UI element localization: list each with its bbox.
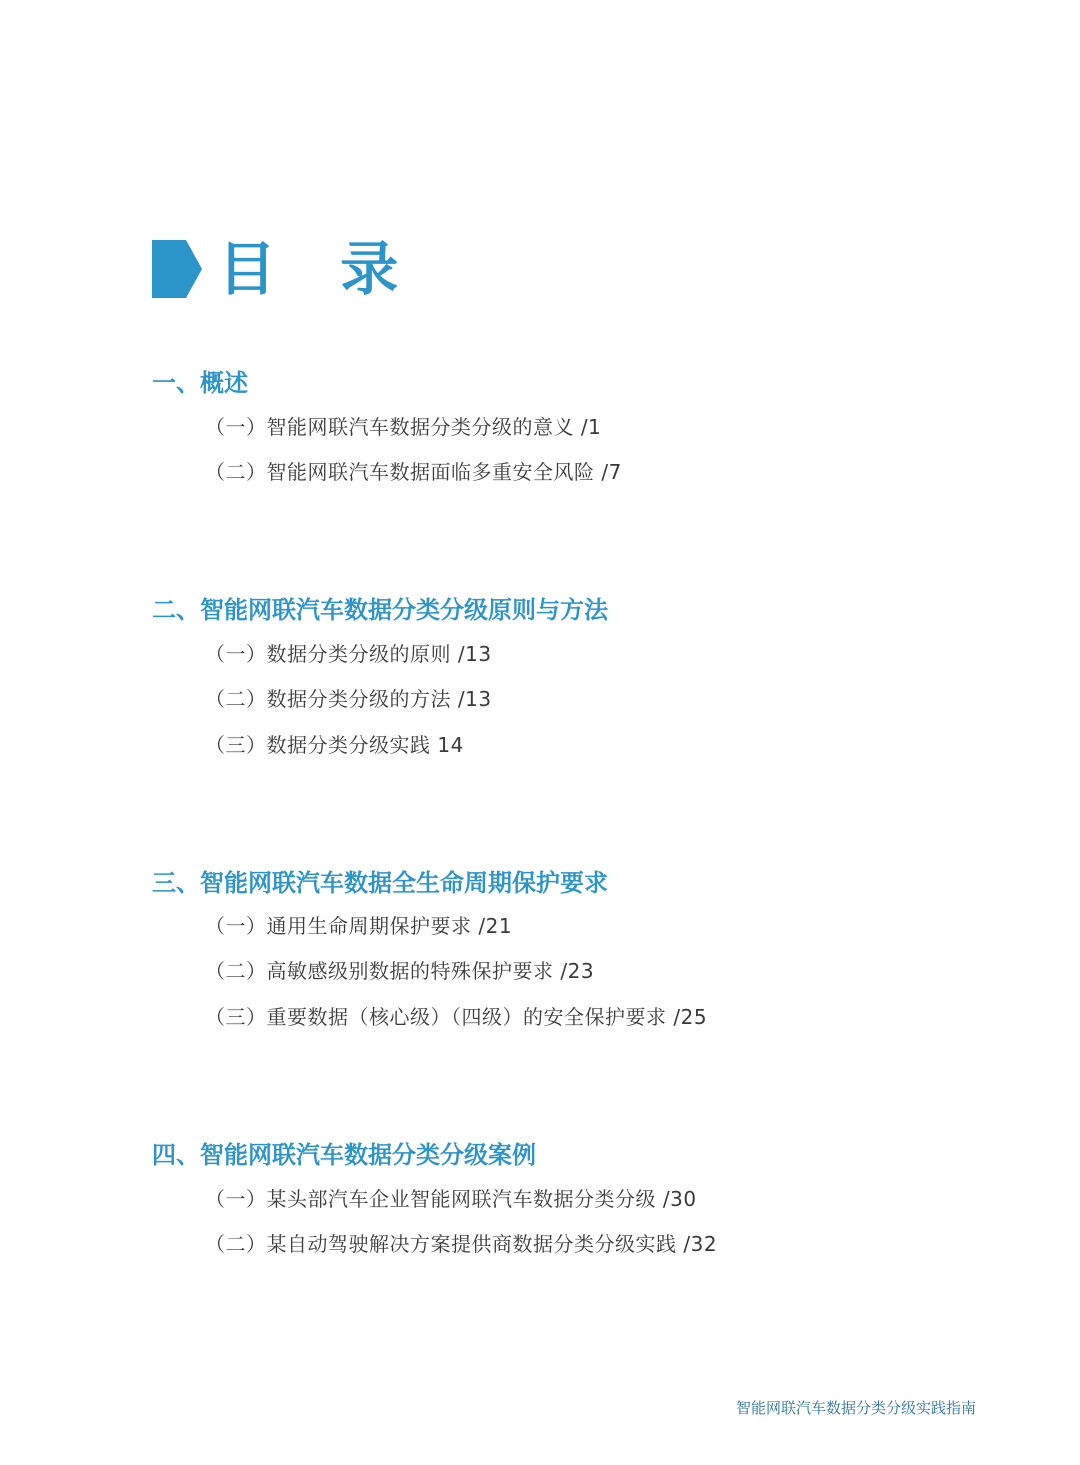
- toc-entry[interactable]: （一）数据分类分级的原则 /13: [205, 642, 492, 666]
- toc-header: [152, 235, 421, 303]
- toc-entry[interactable]: （一）某头部汽车企业智能网联汽车数据分类分级 /30: [205, 1187, 697, 1211]
- toc-entry[interactable]: （三）重要数据（核心级）（四级）的安全保护要求 /25: [205, 1005, 708, 1029]
- toc-entry[interactable]: （二）数据分类分级的方法 /13: [205, 687, 492, 711]
- toc-entry[interactable]: （二）某自动驾驶解决方案提供商数据分类分级实践 /32: [205, 1232, 718, 1256]
- toc-entry[interactable]: （二）智能网联汽车数据面临多重安全风险 /7: [205, 460, 622, 484]
- toc-entry[interactable]: （二）高敏感级别数据的特殊保护要求 /23: [205, 959, 595, 983]
- toc-entry[interactable]: （一）智能网联汽车数据分类分级的意义 /1: [205, 415, 602, 439]
- section-title-lifecycle-protection[interactable]: 三、智能网联汽车数据全生命周期保护要求: [152, 869, 608, 897]
- pentagon-arrow-icon: [152, 240, 202, 298]
- toc-entry[interactable]: （三）数据分类分级实践 14: [205, 733, 464, 757]
- toc-entry[interactable]: （一）通用生命周期保护要求 /21: [205, 914, 513, 938]
- footer-document-title: 智能网联汽车数据分类分级实践指南: [735, 1399, 976, 1417]
- section-title-cases[interactable]: 四、智能网联汽车数据分类分级案例: [152, 1141, 536, 1169]
- page-title: 目 录: [218, 235, 421, 303]
- section-title-principles-methods[interactable]: 二、智能网联汽车数据分类分级原则与方法: [152, 596, 608, 624]
- section-title-overview[interactable]: 一、概述: [152, 369, 248, 397]
